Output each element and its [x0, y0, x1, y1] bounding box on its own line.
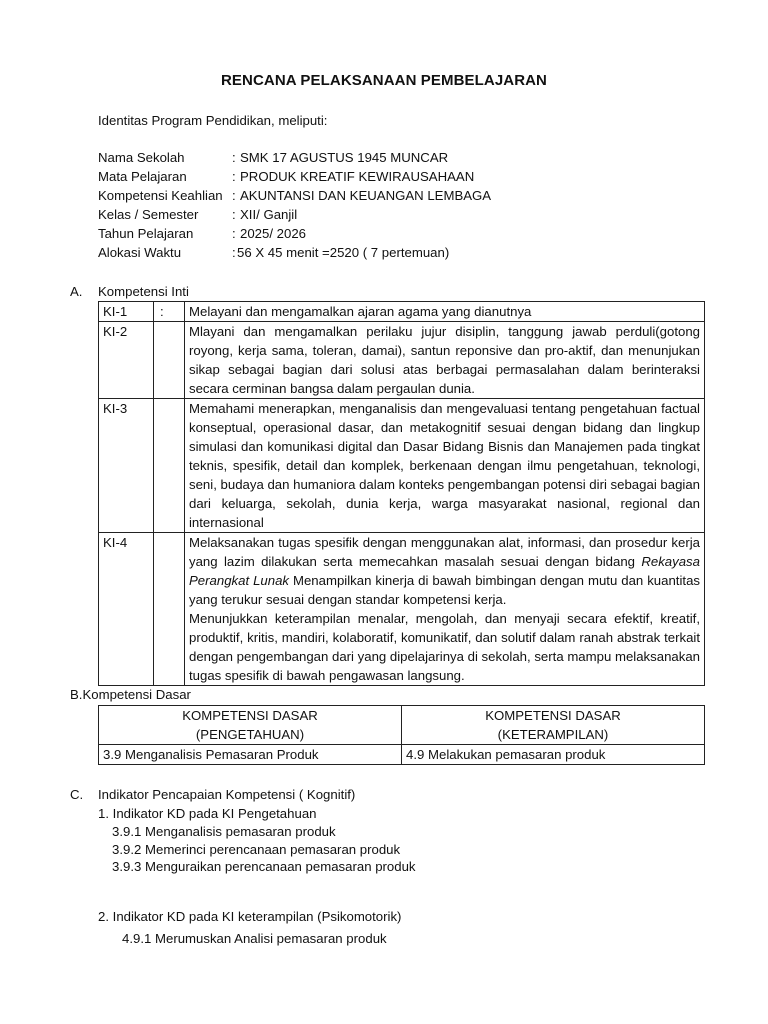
identitas-label: Nama Sekolah	[98, 150, 185, 165]
list-item: 3.9.3 Menguraikan perencanaan pemasaran produk	[112, 859, 416, 874]
identitas-label: Alokasi Waktu	[98, 245, 182, 260]
list-item: 4.9.1 Merumuskan Analisi pemasaran produk	[122, 931, 387, 946]
ki-description: Mlayani dan mengamalkan perilaku jujur disiplin, tanggung jawab perduli(gotong royong, kerja sama, toleran, damai), santun reponsive dan pro-aktif, dan menunjukan sikap sebagai bagian dari solusi atas berbagai permasalahan dalam berinteraksi secara cerminan bangsa dalam pergaulan dunia.	[185, 322, 705, 399]
kompetensi-inti-table	[98, 301, 705, 686]
kd-head-text: (KETERAMPILAN)	[497, 727, 609, 742]
kd-head-pengetahuan	[99, 706, 402, 745]
ki-description: Melayani dan mengamalkan ajaran agama yang dianutnya	[185, 302, 705, 322]
identitas-label: Mata Pelajaran	[98, 169, 187, 184]
table-row	[99, 745, 705, 765]
section-c-letter: C.	[70, 787, 84, 802]
section-c-sub-1: 1. Indikator KD pada KI Pengetahuan	[98, 806, 317, 821]
list-item: 3.9.2 Memerinci perencanaan pemasaran produk	[112, 842, 401, 857]
identitas-colon: :	[232, 245, 236, 260]
identitas-label: Tahun Pelajaran	[98, 226, 194, 241]
kd-cell-pengetahuan: 3.9 Menganalisis Pemasaran Produk	[99, 745, 402, 765]
identitas-colon: :	[232, 150, 236, 165]
ki-code: KI-2	[99, 322, 154, 399]
section-c-title: Indikator Pencapaian Kompetensi ( Kognitif)	[98, 787, 356, 802]
table-row	[99, 302, 705, 322]
kd-head-text: KOMPETENSI DASAR	[182, 708, 318, 723]
table-row	[99, 322, 705, 399]
identitas-label: Kelas / Semester	[98, 207, 199, 222]
identitas-value: 56 X 45 menit =2520 ( 7 pertemuan)	[237, 245, 450, 260]
section-a-title: Kompetensi Inti	[98, 284, 189, 299]
identitas-colon: :	[232, 169, 236, 184]
ki-description: Memahami menerapkan, menganalisis dan mengevaluasi tentang pengetahuan factual konseptual, operasional dasar, dan metakognitif sesuai dengan bidang dan lingkup simulasi dan komunikasi digital dan Dasar Bidang Bisnis dan Manajemen pada tingkat teknis, spesifik, detail dan komplek, berkenaan dengan ilmu pengetahuan, teknologi, seni, budaya dan humaniora dalam konteks pengembangan potensi diri sebagai bagian dari keluarga, sekolah, dunia kerja, warga masyarakat nasional, regional dan internasional	[185, 399, 705, 533]
ki-colon	[154, 399, 185, 533]
identitas-colon: :	[232, 188, 236, 203]
identitas-colon: :	[232, 226, 236, 241]
ki-4-text: Melaksanakan tugas spesifik dengan menggunakan alat, informasi, dan prosedur kerja yang lazim dilakukan serta memecahkan masalah sesuai dengan bidang	[189, 535, 700, 569]
identitas-value: AKUNTANSI DAN KEUANGAN LEMBAGA	[240, 188, 492, 203]
section-a-letter: A.	[70, 284, 83, 299]
ki-4-paragraph-1	[189, 533, 700, 609]
kd-head-keterampilan	[402, 706, 705, 745]
identitas-value: 2025/ 2026	[240, 226, 307, 241]
ki-4-paragraph-2: Menunjukkan keterampilan menalar, mengolah, dan menyaji secara efektif, kreatif, produktif, kritis, mandiri, kolaboratif, komunikatif, dan solutif dalam ranah abstrak terkait dengan pengembangan dari yang dipelajarinya di sekolah, serta mampu melaksanakan tugas spesifik di bawah pengawasan langsung.	[189, 611, 700, 683]
identitas-value: SMK 17 AGUSTUS 1945 MUNCAR	[240, 150, 449, 165]
table-row	[99, 533, 705, 686]
section-c-sub-2: 2. Indikator KD pada KI keterampilan (Psikomotorik)	[98, 909, 402, 924]
kd-head-text: KOMPETENSI DASAR	[485, 708, 621, 723]
ki-4-text: Menampilkan kinerja di bawah bimbingan dengan mutu dan kuantitas yang terukur sesuai dengan standar kompetensi kerja.	[189, 573, 700, 607]
identitas-value: XII/ Ganjil	[240, 207, 298, 222]
list-item: 3.9.1 Menganalisis pemasaran produk	[112, 824, 336, 839]
table-row	[99, 399, 705, 533]
ki-code: KI-1	[99, 302, 154, 322]
kd-cell-keterampilan: 4.9 Melakukan pemasaran produk	[402, 745, 705, 765]
ki-colon	[154, 533, 185, 686]
ki-code: KI-4	[99, 533, 154, 686]
identitas-colon: :	[232, 207, 236, 222]
ki-colon	[154, 322, 185, 399]
identitas-heading: Identitas Program Pendidikan, meliputi:	[98, 113, 328, 128]
section-b-title: B.Kompetensi Dasar	[70, 687, 191, 702]
table-header-row	[99, 706, 705, 745]
ki-code: KI-3	[99, 399, 154, 533]
ki-colon: :	[154, 302, 185, 322]
ki-4-italic-text: Rekayasa Perangkat Lunak	[189, 554, 700, 588]
identitas-value: PRODUK KREATIF KEWIRAUSAHAAN	[240, 169, 475, 184]
ki-description	[185, 533, 705, 686]
kd-head-text: (PENGETAHUAN)	[195, 727, 305, 742]
identitas-label: Kompetensi Keahlian	[98, 188, 223, 203]
page-title: RENCANA PELAKSANAAN PEMBELAJARAN	[221, 72, 547, 89]
kompetensi-dasar-table	[98, 705, 705, 765]
